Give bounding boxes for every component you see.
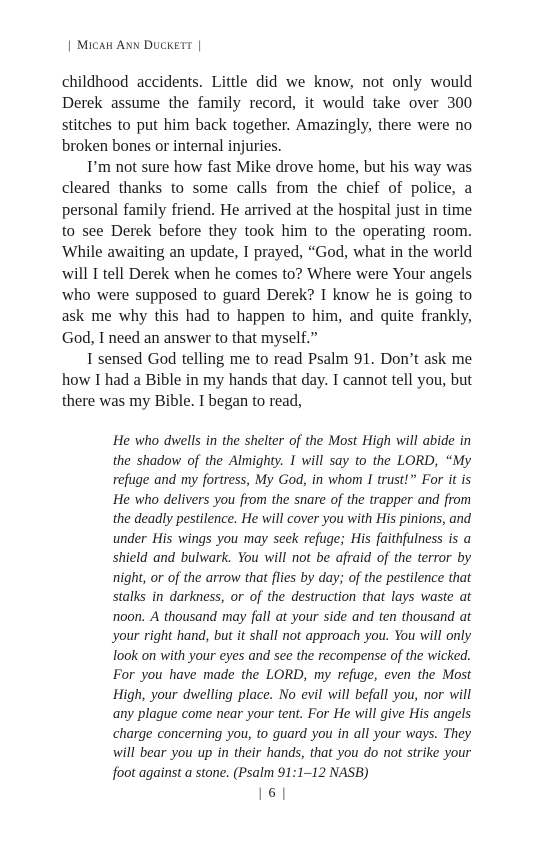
- footer-bar-left: |: [258, 786, 262, 801]
- scripture-block-quote: He who dwells in the shelter of the Most High will abide in the shadow of the Almighty. I will say to the LORD, “My refuge and my fortress, My God, in whom I trust!” For it is He who delivers you from the snare of the trapper and from the deadly pestilence. He will cover you with His pinions, and under His wings you may seek refuge; His faithfulness is a shield and bulwark. You will not be afraid of the terror by night, or of the arrow that flies by day; of the pestilence that stalks in darkness, or of the destruction that lays waste at noon. A thousand may fall at your side and ten thousand at your right hand, but it shall not approach you. You will only look on with your eyes and see the recompense of the wicked. For you have made the LORD, my refuge, even the Most High, your dwelling place. No evil will befall you, nor will any plague come near your tent. For He will give His angels charge concerning you, to guard you in all your ways. They will bear you up in their hands, that you do not strike your foot against a stone. (Psalm 91:1–12 NASB): [113, 433, 471, 781]
- page-footer: [0, 786, 544, 802]
- footer-bar-right: |: [282, 786, 286, 801]
- header-bar-right: |: [198, 38, 202, 52]
- header-bar-left: |: [68, 38, 72, 52]
- header-author-name: Micah Ann Duckett: [77, 38, 193, 52]
- body-text: [62, 71, 472, 412]
- paragraph-1: childhood accidents. Little did we know, not only would Derek assume the family record, it would take over 300 stitches to put him back together. Amazingly, there were no broken bones or internal injuries.: [62, 72, 472, 155]
- paragraph-2: I’m not sure how fast Mike drove home, but his way was cleared thanks to some calls from the chief of police, a personal family friend. He arrived at the hospital just in time to see Derek before they took him to the operating room. While awaiting an update, I prayed, “God, what in the world will I tell Derek when he comes to? Where were Your angels who were supposed to guard Derek? I know he is going to ask me why this had to happen to him, and quite frankly, God, I need an answer to that myself.”: [62, 157, 472, 347]
- running-header: [62, 38, 208, 53]
- page-number: 6: [268, 786, 276, 801]
- paragraph-3: I sensed God telling me to read Psalm 91. Don’t ask me how I had a Bible in my hands that day. I cannot tell you, but there was my Bible. I began to read,: [62, 348, 472, 411]
